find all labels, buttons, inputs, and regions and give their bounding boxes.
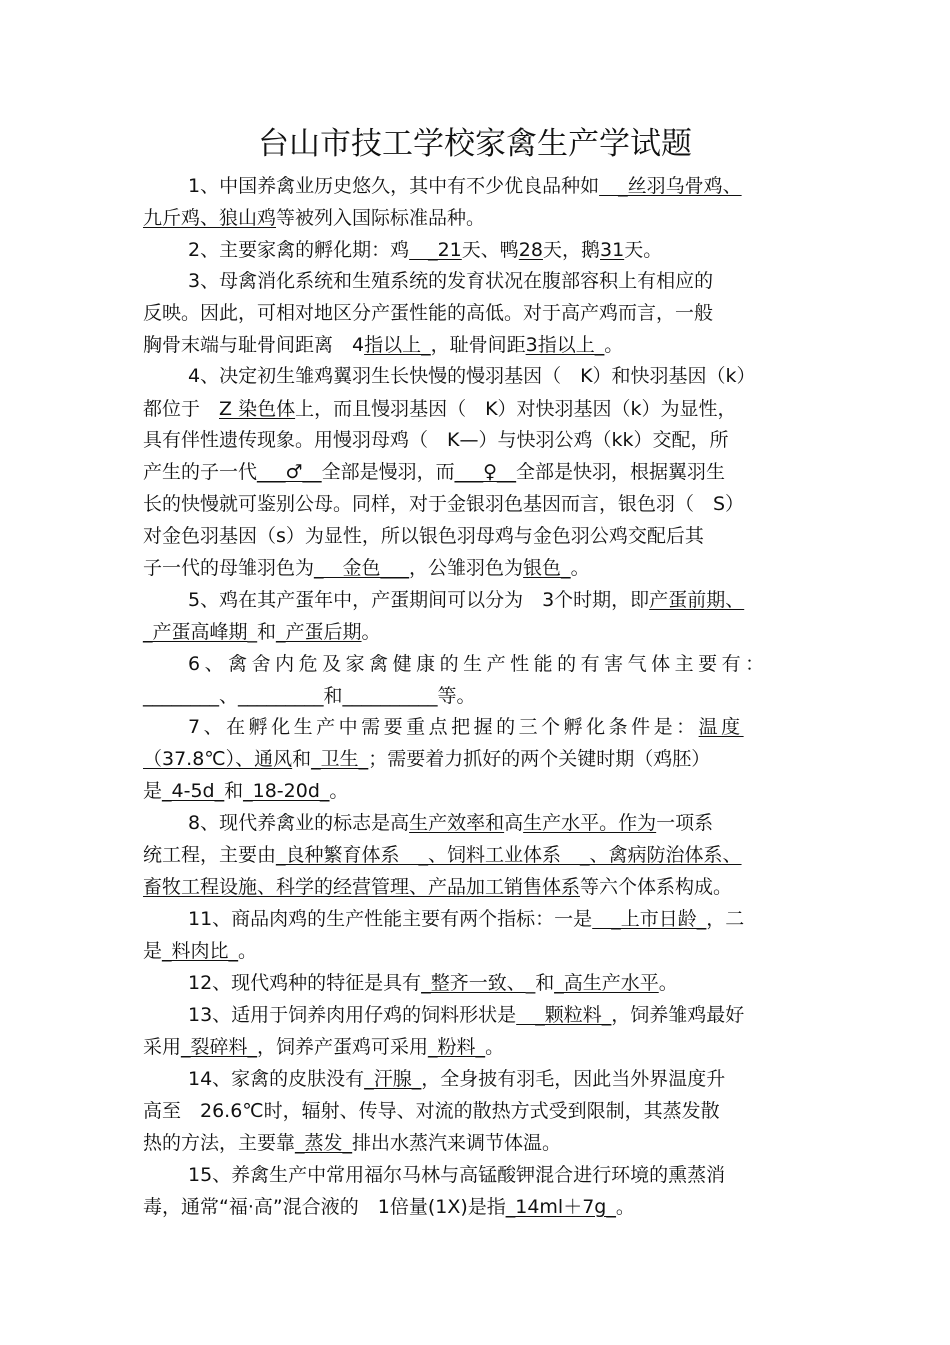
question-3-line-1: 3、母禽消化系统和生殖系统的发育状况在腹部容积上有相应的 (188, 270, 714, 292)
question-1-line-2: 九斤鸡、狼山鸡等被列入国际标准品种。 (143, 207, 486, 229)
question-4-line-6: 对金色羽基因（s）为显性，所以银色羽母鸡与金色羽公鸡交配后其 (143, 525, 704, 547)
question-14-line-1: 14、家禽的皮肤没有_汗腺_，全身披有羽毛，因此当外界温度升 (188, 1068, 726, 1090)
question-4-line-5: 长的快慢就可鉴别公母。同样，对于金银羽色基因而言，银色羽（ S） (143, 493, 745, 515)
question-1-line-1: 1、中国养禽业历史悠久，其中有不少优良品种如 _丝羽乌骨鸡、 (188, 175, 742, 197)
question-3-line-3: 胸骨末端与耻骨间距离 4指以上_，耻骨间距3指以上_。 (143, 334, 624, 356)
question-4-line-1: 4、决定初生雏鸡翼羽生长快慢的慢羽基因（ K）和快羽基因（k） (188, 365, 756, 387)
question-3-line-2: 反映。因此，可相对地区分产蛋性能的高低。对于高产鸡而言，一般 (143, 302, 714, 324)
question-13-line-2: 采用_裂碎料_，饲养产蛋鸡可采用_粉料_。 (143, 1036, 505, 1058)
question-4-line-7: 子一代的母雏羽色为_ 金色___，公雏羽色为银色_。 (143, 557, 590, 579)
question-8-line-1: 8、现代养禽业的标志是高生产效率和高生产水平。作为一项系 (188, 812, 714, 834)
question-4-line-2: 都位于 Z 染色体上，而且慢羽基因（ K）对快羽基因（k）为显性， (143, 398, 737, 420)
question-6-line-1: 6、禽舍内危及家禽健康的生产性能的有害气体主要有： (188, 653, 769, 675)
question-4-line-3: 具有伴性遗传现象。用慢羽母鸡（ K—）与快羽公鸡（kk）交配，所 (143, 429, 729, 451)
question-7-line-3: 是_4-5d_和_18-20d_。 (143, 780, 349, 802)
question-14-line-3: 热的方法，主要靠_蒸发_排出水蒸汽来调节体温。 (143, 1132, 562, 1154)
question-4-line-4: 产生的子一代___♂__全部是慢羽，而___♀__全部是快羽，根据翼羽生 (143, 461, 726, 483)
question-8-line-2: 统工程，主要由_良种繁育体系 _、饲料工业体系 _、禽病防治体系、 (143, 844, 742, 866)
question-6-line-2: ________、_________和__________等。 (143, 685, 476, 707)
question-15-line-1: 15、养禽生产中常用福尔马林与高锰酸钾混合进行环境的熏蒸消 (188, 1164, 726, 1186)
question-5-line-1: 5、鸡在其产蛋年中，产蛋期间可以分为 3个时期，即产蛋前期、 (188, 589, 745, 611)
question-14-line-2: 高至 26.6℃时，辐射、传导、对流的散热方式受到限制，其蒸发散 (143, 1100, 720, 1122)
page-title: 台山市技工学校家禽生产学试题 (258, 126, 692, 162)
question-13-line-1: 13、适用于饲养肉用仔鸡的饲料形状是 _颗粒料_，饲养雏鸡最好 (188, 1004, 745, 1026)
question-7-line-1: 7、在孵化生产中需要重点把握的三个孵化条件是：温度 (188, 716, 744, 738)
question-12: 12、现代鸡种的特征是具有_整齐一致、_和_高生产水平。 (188, 972, 678, 994)
question-11-line-2: 是_料肉比_。 (143, 940, 258, 962)
question-11-line-1: 11、商品肉鸡的生产性能主要有两个指标：一是 _上市日龄_，二 (188, 908, 745, 930)
question-7-line-2: （37.8℃）、通风和_卫生_；需要着力抓好的两个关键时期（鸡胚） (143, 748, 711, 770)
question-15-line-2: 毒，通常“福·高”混合液的 1倍量(1X)是指_14ml＋7g_。 (143, 1196, 635, 1218)
question-2: 2、主要家禽的孵化期：鸡 _21天、鸭28天，鹅31天。 (188, 239, 663, 261)
question-5-line-2: _产蛋高峰期_和_产蛋后期。 (143, 621, 381, 643)
question-8-line-3: 畜牧工程设施、科学的经营管理、产品加工销售体系等六个体系构成。 (143, 876, 733, 898)
